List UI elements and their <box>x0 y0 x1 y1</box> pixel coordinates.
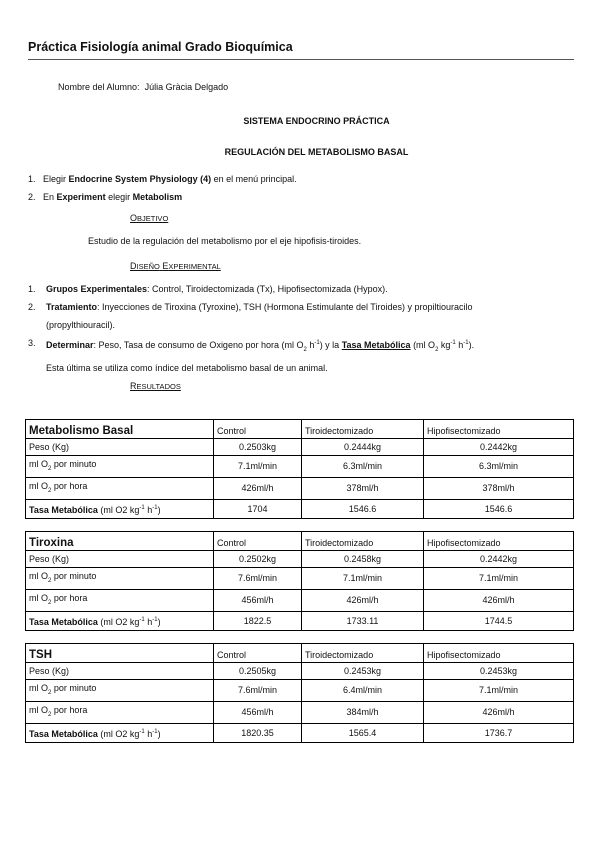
step-item: 2. En Experiment elegir Metabolism <box>28 192 183 202</box>
row-label: Peso (Kg) <box>26 551 214 568</box>
table-cell: 426ml/h <box>424 701 574 723</box>
table-cell: 0.2503kg <box>214 439 302 456</box>
column-header: Tiroidectomizado <box>302 644 424 663</box>
student-name-line <box>58 82 228 92</box>
table-cell: 1744.5 <box>424 611 574 630</box>
row-label: ml $O_2$ por hora <box>26 701 214 723</box>
design-item: 1. Grupos Experimentales: Control, Tiroidectomizada (Tx), Hipofisectomizada (Hypox). <box>28 284 388 294</box>
row-label: Peso (Kg) <box>26 439 214 456</box>
table-cell: 0.2453kg <box>424 663 574 680</box>
table-cell: 1733.11 <box>302 611 424 630</box>
design-item: 2. Tratamiento: Inyecciones de Tiroxina (Tyroxine), TSH (Hormona Estimulante del Tiroides) y propiltiouracilo <box>28 302 473 312</box>
table-cell: 378ml/h <box>424 477 574 499</box>
table-cell: 7.6ml/min <box>214 568 302 590</box>
table-row <box>26 568 574 590</box>
table-cell: 1565.4 <box>302 723 424 742</box>
column-header: Tiroidectomizado <box>302 532 424 551</box>
design-heading: DISEÑO EXPERIMENTAL <box>130 261 221 271</box>
page-title: Práctica Fisiología animal Grado Bioquímica <box>28 40 574 60</box>
table-cell: 456ml/h <box>214 589 302 611</box>
table-title: TSH <box>26 644 214 663</box>
row-label: ml $O_2$ por minuto <box>26 680 214 702</box>
table-row <box>26 499 574 518</box>
table-cell: 0.2505kg <box>214 663 302 680</box>
table-row <box>26 680 574 702</box>
results-table <box>25 643 574 743</box>
row-label: ml $O_2$ por hora <box>26 589 214 611</box>
table-cell: 0.2442kg <box>424 551 574 568</box>
table-cell: 7.6ml/min <box>214 680 302 702</box>
row-label: ml $O_2$ por minuto <box>26 456 214 478</box>
table-row <box>26 701 574 723</box>
table-cell: 0.2458kg <box>302 551 424 568</box>
table-cell: 1546.6 <box>424 499 574 518</box>
row-label: ml $O_2$ por minuto <box>26 568 214 590</box>
table-cell: 1820.35 <box>214 723 302 742</box>
design-list <box>28 280 576 377</box>
table-cell: 426ml/h <box>214 477 302 499</box>
column-header: Control <box>214 420 302 439</box>
table-header-row <box>26 420 574 439</box>
row-label: ml $O_2$ por hora <box>26 477 214 499</box>
table-cell: 1822.5 <box>214 611 302 630</box>
table-header-row <box>26 644 574 663</box>
table-row <box>26 456 574 478</box>
document-title: SISTEMA ENDOCRINO PRÁCTICA <box>243 116 390 126</box>
instruction-steps <box>28 170 297 206</box>
table-cell: 378ml/h <box>302 477 424 499</box>
table-cell: 426ml/h <box>424 589 574 611</box>
table-cell: 1704 <box>214 499 302 518</box>
column-header: Hipofisectomizado <box>424 532 574 551</box>
table-cell: 6.3ml/min <box>302 456 424 478</box>
table-cell: 7.1ml/min <box>424 680 574 702</box>
column-header: Hipofisectomizado <box>424 420 574 439</box>
row-label: Peso (Kg) <box>26 663 214 680</box>
table-row <box>26 439 574 456</box>
table-header-row <box>26 532 574 551</box>
column-header: Control <box>214 644 302 663</box>
table-cell: 6.3ml/min <box>424 456 574 478</box>
table-cell: 0.2453kg <box>302 663 424 680</box>
table-cell: 384ml/h <box>302 701 424 723</box>
row-label: Tasa Metabólica (ml O2 $kg^{-1}$ $h^{-1}$) <box>26 611 214 630</box>
table-row <box>26 477 574 499</box>
results-table <box>25 419 574 519</box>
table-cell: 1546.6 <box>302 499 424 518</box>
row-label: Tasa Metabólica (ml O2 $kg^{-1}$ $h^{-1}$) <box>26 723 214 742</box>
objective-text: Estudio de la regulación del metabolismo por el eje hipofisis-tiroides. <box>88 236 362 246</box>
results-table <box>25 531 574 631</box>
table-cell: 426ml/h <box>302 589 424 611</box>
table-cell: 1736.7 <box>424 723 574 742</box>
table-cell: 0.2442kg <box>424 439 574 456</box>
objective-heading: OBJETIVO <box>130 213 169 223</box>
table-row <box>26 551 574 568</box>
table-cell: 456ml/h <box>214 701 302 723</box>
table-row <box>26 589 574 611</box>
table-cell: 7.1ml/min <box>424 568 574 590</box>
student-label: Nombre del Alumno: <box>58 82 140 92</box>
table-title: Tiroxina <box>26 532 214 551</box>
table-title: Metabolismo Basal <box>26 420 214 439</box>
design-item: 3. Determinar: Peso, Tasa de consumo de Oxigeno por hora (ml $O_2$ $h^{-1}$) y la Tasa Metabólica (ml $O_2$ $kg^{-1}$ $h^{-1}$). <box>28 338 475 353</box>
column-header: Hipofisectomizado <box>424 644 574 663</box>
table-cell: 7.1ml/min <box>302 568 424 590</box>
design-item-continuation: Esta última se utiliza como índice del metabolismo basal de un animal. <box>46 362 328 373</box>
table-cell: 0.2502kg <box>214 551 302 568</box>
design-item-continuation: (propylthiouracil). <box>46 320 116 330</box>
table-row <box>26 663 574 680</box>
student-name: Júlia Gràcia Delgado <box>144 82 229 92</box>
results-heading: RESULTADOS <box>130 381 181 391</box>
table-row <box>26 723 574 742</box>
table-cell: 7.1ml/min <box>214 456 302 478</box>
column-header: Control <box>214 532 302 551</box>
table-cell: 6.4ml/min <box>302 680 424 702</box>
step-item: 1. Elegir Endocrine System Physiology (4) en el menú principal. <box>28 174 297 184</box>
table-row <box>26 611 574 630</box>
document-subtitle: REGULACIÓN DEL METABOLISMO BASAL <box>224 147 409 157</box>
table-cell: 0.2444kg <box>302 439 424 456</box>
row-label: Tasa Metabólica (ml O2 $kg^{-1}$ $h^{-1}$) <box>26 499 214 518</box>
column-header: Tiroidectomizado <box>302 420 424 439</box>
